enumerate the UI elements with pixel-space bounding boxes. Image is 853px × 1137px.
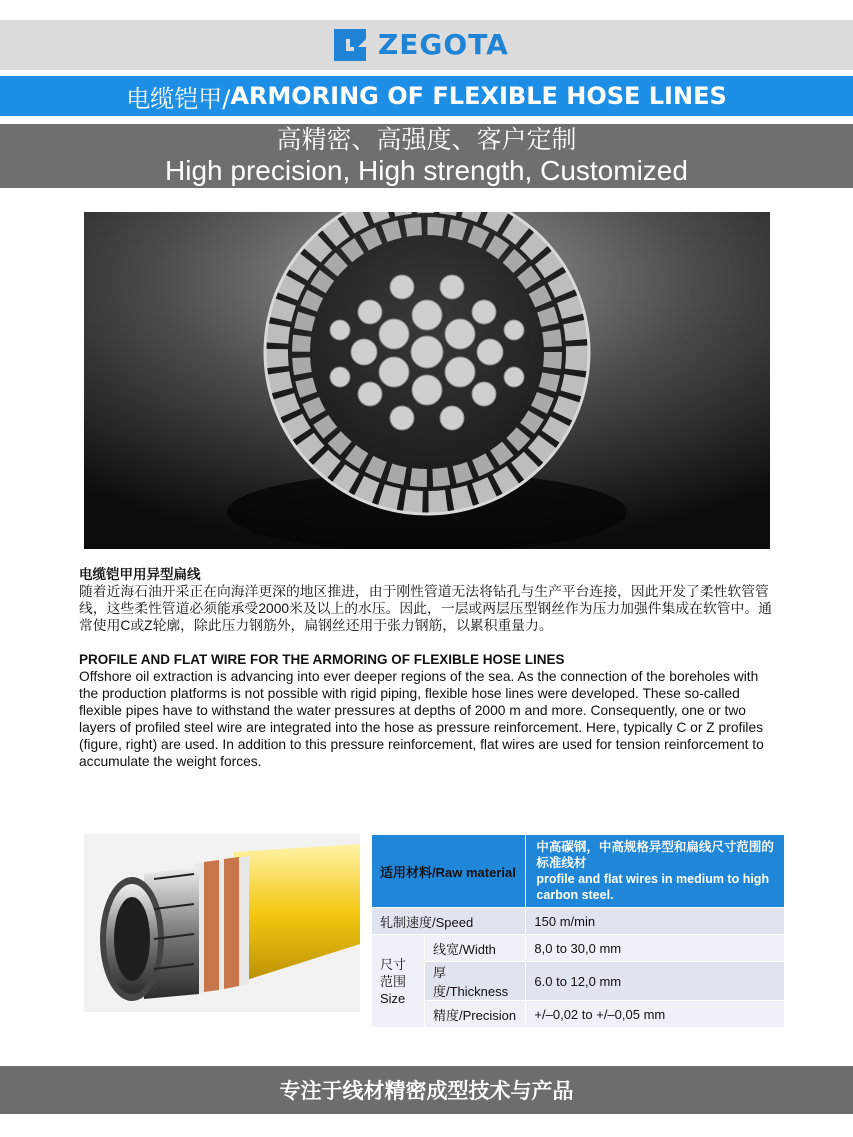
- spec-table: [371, 834, 785, 1028]
- cable-cross-section-image: [84, 212, 770, 549]
- size-label: [372, 935, 425, 1028]
- size-label-en: Size: [380, 990, 406, 1006]
- speed-label: 轧制速度/Speed: [372, 908, 526, 935]
- brand-logo: [330, 22, 509, 67]
- raw-material-value: [526, 835, 785, 908]
- subtitle-cn: 高精密、高强度、客户定制: [276, 126, 577, 154]
- brand-name: ZEGOTA: [378, 28, 509, 61]
- subtitle-band: [0, 124, 853, 188]
- title-cn: 电缆铠甲/: [126, 84, 231, 113]
- width-value: 8,0 to 30,0 mm: [526, 935, 785, 962]
- raw-material-value-en: profile and flat wires in medium to high carbon steel.: [536, 872, 770, 902]
- width-label: 线宽/Width: [425, 935, 526, 962]
- footer-slogan: 专注于线材精密成型技术与产品: [0, 1066, 853, 1114]
- size-label-cn: 尺寸范围: [380, 956, 407, 989]
- description-block: [79, 566, 779, 770]
- precision-label: 精度/Precision: [425, 1001, 526, 1028]
- title-en: ARMORING OF FLEXIBLE HOSE LINES: [230, 82, 727, 110]
- subtitle-en: High precision, High strength, Customized: [165, 155, 688, 186]
- section-en-body: Offshore oil extraction is advancing into ever deeper regions of the sea. As the connection of the boreholes with the production platforms is not possible with rigid piping, flexible hose lines were developed. These so-called flexible pipes have to withstand the water pressures at depths of 2000 m and more. Consequently, one or two layers of profiled steel wire are integrated into the hose as pressure reinforcement. Here, typically C or Z profiles (figure, right) are used. In addition to this pressure reinforcement, flat wires are used for tension reinforcement to accumulate the weight forces.: [79, 669, 764, 769]
- thickness-label: 厚度/Thickness: [425, 962, 526, 1001]
- speed-value: 150 m/min: [526, 908, 785, 935]
- raw-material-label: 适用材料/Raw material: [372, 835, 526, 908]
- page-title: [0, 76, 853, 116]
- raw-material-value-cn: 中高碳钢，中高规格异型和扁线尺寸范围的标准线材: [536, 840, 774, 870]
- flexible-hose-image: [84, 834, 360, 1012]
- section-cn-body: 随着近海石油开采正在向海洋更深的地区推进，由于刚性管道无法将钻孔与生产平台连接，因此开发了柔性软管管线，这些柔性管道必须能承受2000米及以上的水压。因此，一层或两层压型钢丝作为压力加强件集成在软管中。通常使用C或Z轮廓，除此压力钢筋外，扁钢丝还用于张力钢筋，以累积重量力。: [79, 584, 772, 633]
- zegota-logo-icon: [330, 25, 370, 65]
- section-cn-heading: 电缆铠甲用异型扁线: [79, 567, 201, 582]
- precision-value: +/–0,02 to +/–0,05 mm: [526, 1001, 785, 1028]
- thickness-value: 6.0 to 12,0 mm: [526, 962, 785, 1001]
- section-en-heading: PROFILE AND FLAT WIRE FOR THE ARMORING OF FLEXIBLE HOSE LINES: [79, 652, 565, 667]
